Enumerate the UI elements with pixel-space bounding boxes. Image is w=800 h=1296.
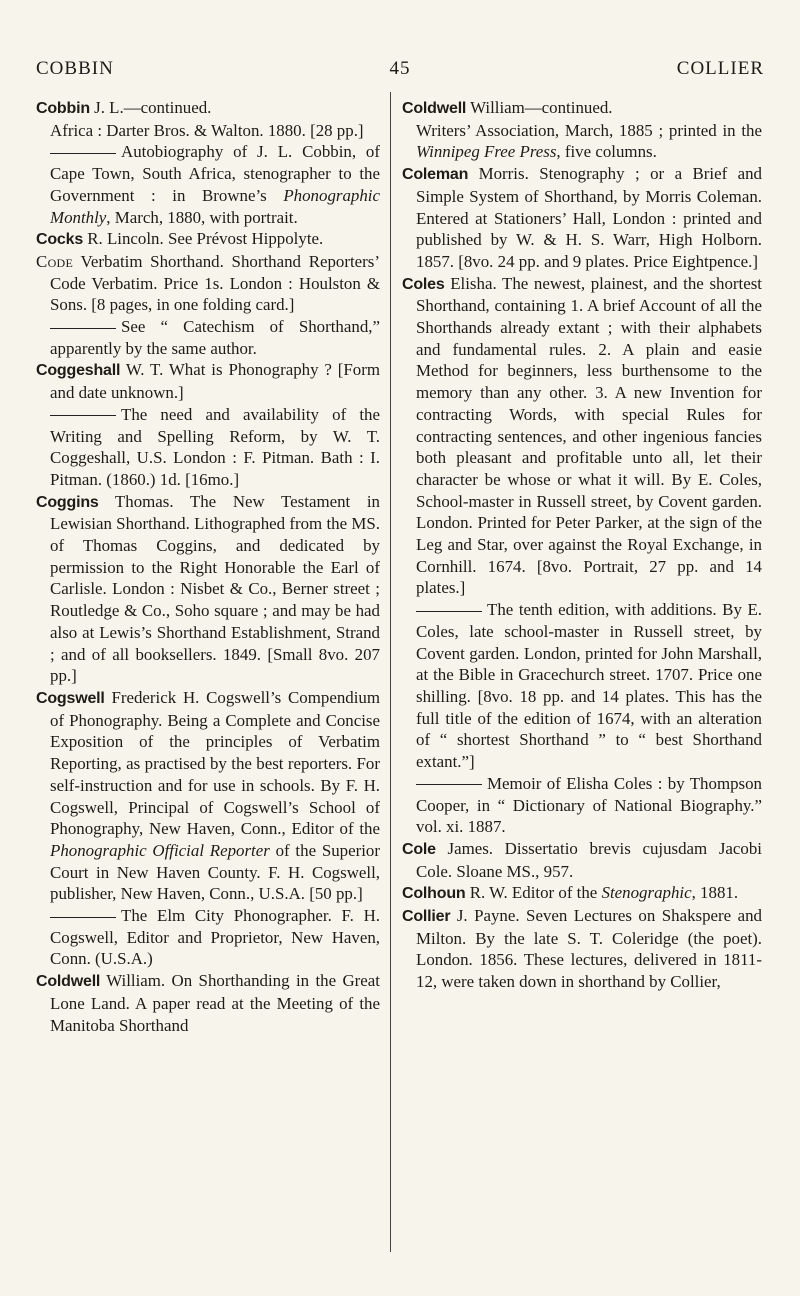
sub-entry [402, 773, 762, 838]
entry [36, 491, 380, 687]
entry-text: James. Dissertatio brevis cujusdam Jacobi Cole. Sloane MS., 957. [416, 838, 762, 881]
entry-text: Memoir of Elisha Coles : by Thompson Cooper, in “ Dictionary of National Biography.” vol. xi. 1887. [416, 773, 762, 837]
ditto-dash [416, 611, 482, 612]
entry [36, 687, 380, 905]
page-number: 45 [389, 58, 411, 79]
entry-heading: Coldwell [402, 100, 467, 117]
entry-text: , five columns. [556, 142, 657, 162]
entry-text: Elisha. The newest, plainest, and the shortest Shorthand, containing 1. A brief Account of all the Shorthands already extant ; with their alphabets and fundamental rules. 2. A plain and easie Method for beginners, less burthensome to the memory than any other. 3. A new Invention for contracting Words, with special Rules for contracting sentences, and other ingenious fancies both pleasant and profitable unto all, let their character be whose or what it will. By E. Coles, School-master in Russell street, by Covent garden. London. Printed for Peter Parker, at the sign of the Leg and Star, over against the Royal Exchange, in Cornhill. 1674. [8vo. Portrait, 27 pp. and 14 plates.] [416, 273, 762, 598]
entry [36, 970, 380, 1036]
entry-text: J. Payne. Seven Lectures on Shakspere and Milton. By the late S. T. Coleridge (the poet). London. 1856. These lectures, delivered in 1811-12, were taken down in shorthand by Collier, [416, 906, 762, 992]
entry-text: J. L.—continued. [89, 98, 212, 117]
entry-heading: Cogswell [36, 689, 105, 707]
sub-entry [36, 404, 380, 491]
entry-text: The tenth edition, with additions. By E. Coles, late school-master in Russell street, by Covent garden. London, printed for John Marshall, at the Bible in Gracechurch street. 1707. Price one shilling. [8vo. 18 pp. and 14 plates. This has the full title of the edition of 1674, with an alteration of “ shortest Shorthand ” to “ best Shorthand extant.”] [416, 600, 762, 772]
entry-heading: Coles [402, 275, 445, 293]
entry-text: The need and availability of the Writing and Spelling Reform, by W. T. Coggeshall, U.S. London : F. Pitman. Bath : I. Pitman. (1860.) 1d. [16mo.] [50, 404, 380, 489]
entry-heading: Coleman [402, 166, 469, 184]
header-right: COLLIER [676, 58, 764, 79]
entry-heading: Cole [402, 840, 436, 858]
entry [402, 905, 762, 993]
entry-heading: Colhoun [402, 885, 466, 903]
ditto-dash [50, 917, 116, 918]
sub-entry [402, 599, 762, 773]
column-divider [390, 92, 391, 1252]
left-column [36, 97, 380, 1036]
running-header [36, 58, 764, 82]
entry [402, 273, 762, 600]
right-column [402, 97, 762, 993]
entry-text: , 1881. [691, 883, 739, 903]
entry-text: Africa : Darter Bros. & Walton. 1880. [28 pp.] [50, 120, 364, 140]
entry-heading: Coggins [36, 493, 99, 511]
entry-text: William. On Shorthanding in the Great Lone Land. A paper read at the Meeting of the Manitoba Shorthand [50, 971, 380, 1035]
entry-text: , March, 1880, with portrait. [106, 207, 298, 227]
entry-heading: Cobbin [36, 100, 90, 117]
entry-heading: Collier [402, 908, 451, 926]
sub-entry [36, 316, 380, 359]
entry [402, 163, 762, 273]
entry-text: R. W. Editor of the [465, 883, 602, 903]
entry-text: The Elm City Phonographer. F. H. Cogswell, Editor and Proprietor, New Haven, Conn. (U.S.A.) [50, 906, 380, 969]
entry-heading: Cocks [36, 231, 84, 249]
entry [36, 251, 380, 316]
entry-heading: Coggeshall [36, 362, 121, 380]
entry-text: Autobiography of J. L. Cobbin, of Cape Town, South Africa, stenographer to the Government : in Browne’s [50, 142, 380, 205]
header-left: COBBIN [36, 58, 114, 79]
ditto-dash [50, 328, 116, 329]
entry-text: of the Superior Court in New Haven County. F. H. Cogswell, publisher, New Haven, Conn., U.S.A. [50 pp.] [50, 840, 381, 904]
ditto-dash [50, 153, 116, 154]
entry-italic: Phonographic Official Reporter [50, 840, 270, 860]
entry-text: Frederick H. Cogswell’s Compendium of Phonography. Being a Complete and Concise Exposition of the principles of Verbatim Reporting, as practised by the best reporters. For self-instruction and for use in schools. By F. H. Cogswell, Principal of Cogswell’s School of Phonography, New Haven, Conn., Editor of the [50, 687, 380, 839]
ditto-dash [416, 784, 482, 785]
entry [36, 359, 380, 403]
entry-text: Thomas. The New Testament in Lewisian Shorthand. Lithographed from the MS. of Thomas Coggins, and dedicated by permission to the Right Honorable the Earl of Carlisle. London : Nisbet & Co., Berner street ; Routledge & Co., Soho square ; and may be had also at Lewis’s Shorthand Establishment, Strand ; and of all booksellers. 1849. [Small 8vo. 207 pp.] [50, 491, 380, 686]
entry [36, 97, 380, 120]
entry-text: W. T. What is Phonography ? [Form and date unknown.] [50, 360, 380, 403]
entry-continuation [36, 120, 380, 142]
ditto-dash [50, 415, 116, 416]
entry-text: Morris. Stenography ; or a Brief and Simple System of Shorthand, by Morris Coleman. Entered at Stationers’ Hall, London : printed and published by W. & H. S. Warr, High Holborn. 1857. [8vo. 24 pp. and 9 plates. Price Eightpence.] [416, 164, 762, 271]
entry-continuation [402, 120, 762, 163]
entry-text: See “ Catechism of Shorthand,” apparently by the same author. [50, 317, 380, 358]
entry-text: Verbatim Shorthand. Shorthand Reporters’ Code Verbatim. Price 1s. London : Houlston & Sons. [8 pages, in one folding card.] [50, 251, 380, 315]
sub-entry [36, 141, 380, 228]
entry-text: Writers’ Association, March, 1885 ; printed in the [416, 120, 762, 140]
entry-italic: Stenographic [601, 883, 692, 903]
entry [402, 97, 762, 120]
entry-heading: Coldwell [36, 973, 101, 991]
entry-text: R. Lincoln. See Prévost Hippolyte. [83, 229, 324, 249]
entry [402, 838, 762, 882]
entry-italic: Phonographic Monthly [50, 185, 380, 227]
entry-heading: Code [36, 251, 74, 271]
sub-entry [36, 905, 380, 970]
entry-italic: Winnipeg Free Press [416, 142, 557, 162]
entry-text: William—continued. [466, 98, 613, 117]
entry [402, 882, 762, 905]
entry [36, 228, 380, 251]
